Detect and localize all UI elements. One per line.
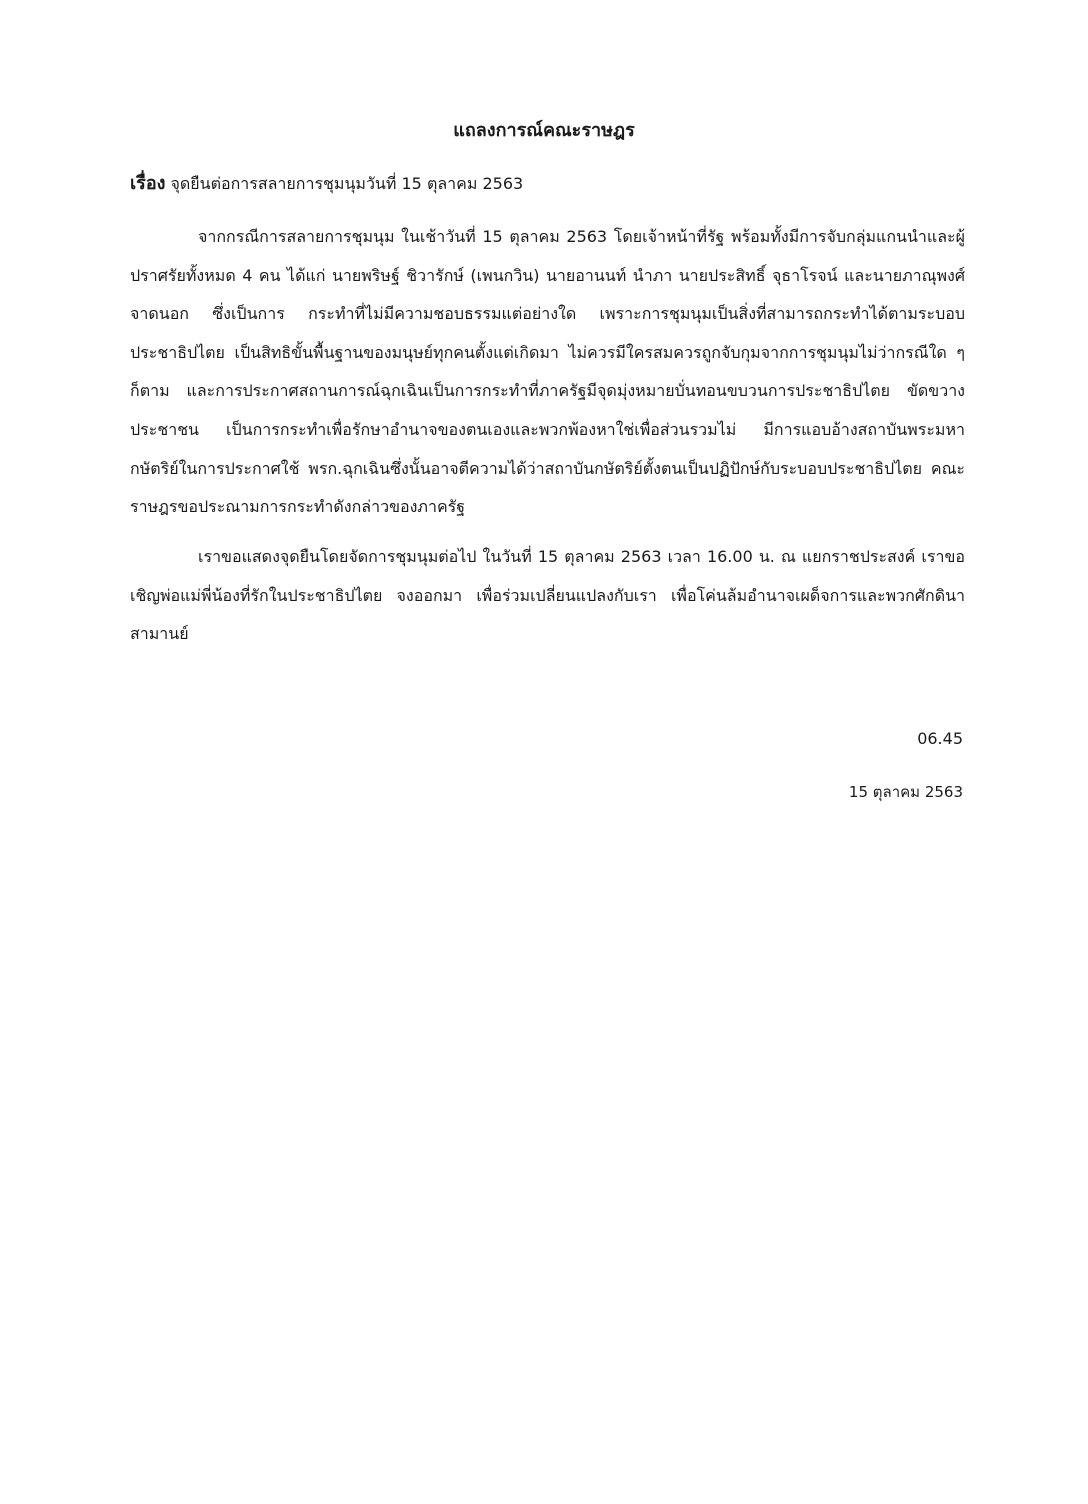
document-title: แถลงการณ์คณะราษฎร bbox=[453, 120, 635, 141]
subject-line bbox=[130, 172, 970, 196]
subject-label: เรื่อง bbox=[130, 173, 166, 194]
invitation-paragraph: เราขอแสดงจุดยืนโดยจัดการชุมนุมต่อไป ในวันที่ 15 ตุลาคม 2563 เวลา 16.00 น. ณ แยกราชประสงค์ เราขอเชิญพ่อแม่พี่น้องที่รักในประชาธิปไตย จงออกมา เพื่อร่วมเปลี่ยนแปลงกับเรา เพื่อโค่นล้มอำนาจเผด็จการและพวกศักดินาสามานย์ bbox=[130, 547, 965, 644]
statement-paragraph: จากกรณีการสลายการชุมนุม ในเช้าวันที่ 15 ตุลาคม 2563 โดยเจ้าหน้าที่รัฐ พร้อมทั้งมีการจับกลุ่มแกนนำและผู้ปราศรัยทั้งหมด 4 คน ได้แก่ นายพริษฐ์ ชิวารักษ์ (เพนกวิน) นายอานนท์ นำภา นายประสิทธิ์ จุธาโรจน์ และนายภาณุพงศ์ จาดนอก ซึ่งเป็นการ กระทำที่ไม่มีความชอบธรรมแต่อย่างใด เพราะการชุมนุมเป็นสิ่งที่สามารถกระทำได้ตามระบอบประชาธิปไตย เป็นสิทธิขั้นพื้นฐานของมนุษย์ทุกคนตั้งแต่เกิดมา ไม่ควรมีใครสมควรถูกจับกุมจากการชุมนุมไม่ว่ากรณีใด ๆ ก็ตาม และการประกาศสถานการณ์ฉุกเฉินเป็นการกระทำที่ภาครัฐมีจุดมุ่งหมายบั่นทอนขบวนการประชาธิปไตย ขัดขวางประชาชน เป็นการกระทำเพื่อรักษาอำนาจของตนเองและพวกพ้องหาใช่เพื่อส่วนรวมไม่ มีการแอบอ้างสถาบันพระมหากษัตริย์ในการประกาศใช้ พรก.ฉุกเฉินซึ่งนั้นอาจตีความได้ว่าสถาบันกษัตริย์ตั้งตนเป็นปฏิปักษ์กับระบอบประชาธิปไตย คณะราษฎรขอประณามการกระทำดังกล่าวของภาครัฐ bbox=[130, 227, 965, 517]
subject-text: จุดยืนต่อการสลายการชุมนุมวันที่ 15 ตุลาคม 2563 bbox=[165, 174, 524, 193]
issued-date: 15 ตุลาคม 2563 bbox=[848, 783, 963, 801]
issued-time: 06.45 bbox=[917, 729, 963, 748]
